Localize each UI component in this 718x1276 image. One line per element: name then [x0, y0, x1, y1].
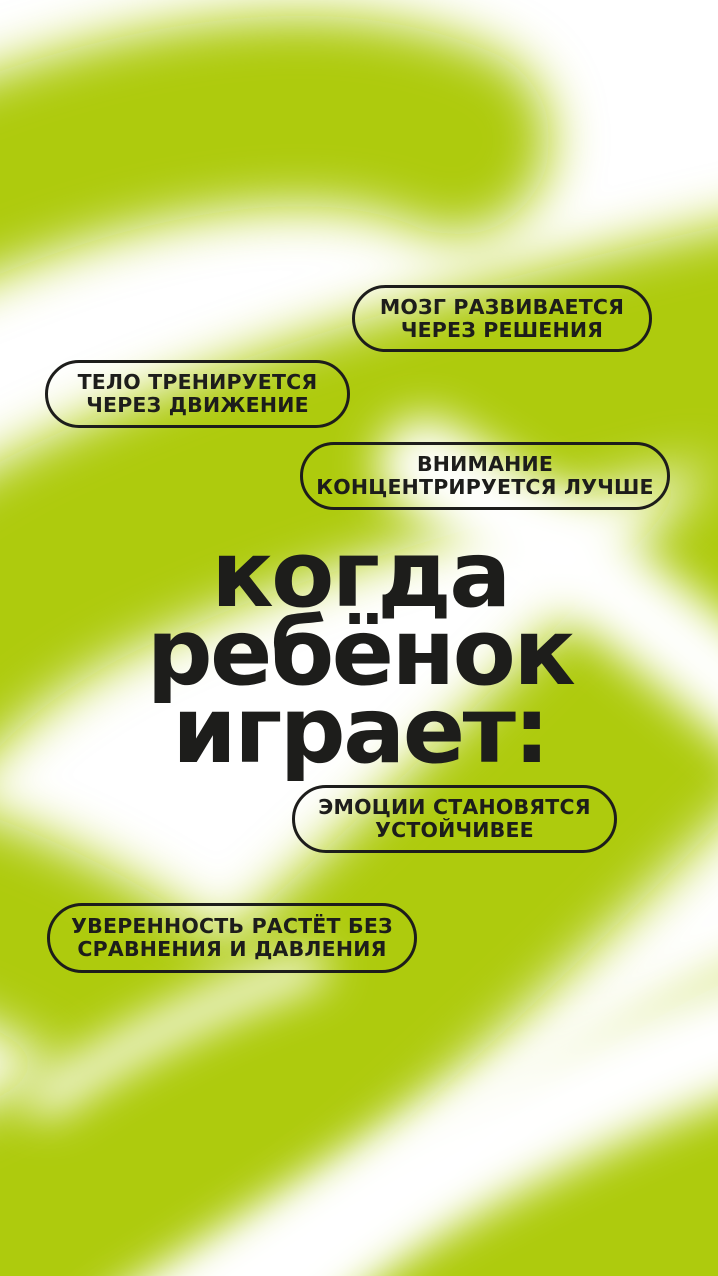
badge-line: ЧЕРЕЗ ДВИЖЕНИЕ [86, 393, 309, 417]
badge-line: УСТОЙЧИВЕЕ [375, 818, 534, 842]
poster-title [40, 521, 680, 784]
badge-line: ВНИМАНИЕ [416, 452, 554, 476]
badge-line: УВЕРЕННОСТЬ РАСТЁТ БЕЗ [71, 914, 393, 938]
badge-emotions-stable [292, 785, 617, 853]
badge-line: ЧЕРЕЗ РЕШЕНИЯ [400, 317, 604, 342]
badge-body-trains [45, 360, 350, 428]
badge-line: ТЕЛО ТРЕНИРУЕТСЯ [77, 370, 318, 394]
title-line: ребёнок [146, 599, 574, 706]
title-line: играет: [172, 677, 548, 784]
badge-attention-focuses [300, 442, 670, 510]
title-line: когда [211, 521, 509, 628]
badge-confidence-grows [47, 903, 417, 973]
badge-line: СРАВНЕНИЯ И ДАВЛЕНИЯ [77, 937, 387, 961]
badge-line: ЭМОЦИИ СТАНОВЯТСЯ [318, 795, 591, 819]
badge-line: МОЗГ РАЗВИВАЕТСЯ [379, 294, 625, 319]
badge-line: КОНЦЕНТРИРУЕТСЯ ЛУЧШЕ [316, 475, 654, 499]
badge-brain-develops [352, 285, 652, 352]
